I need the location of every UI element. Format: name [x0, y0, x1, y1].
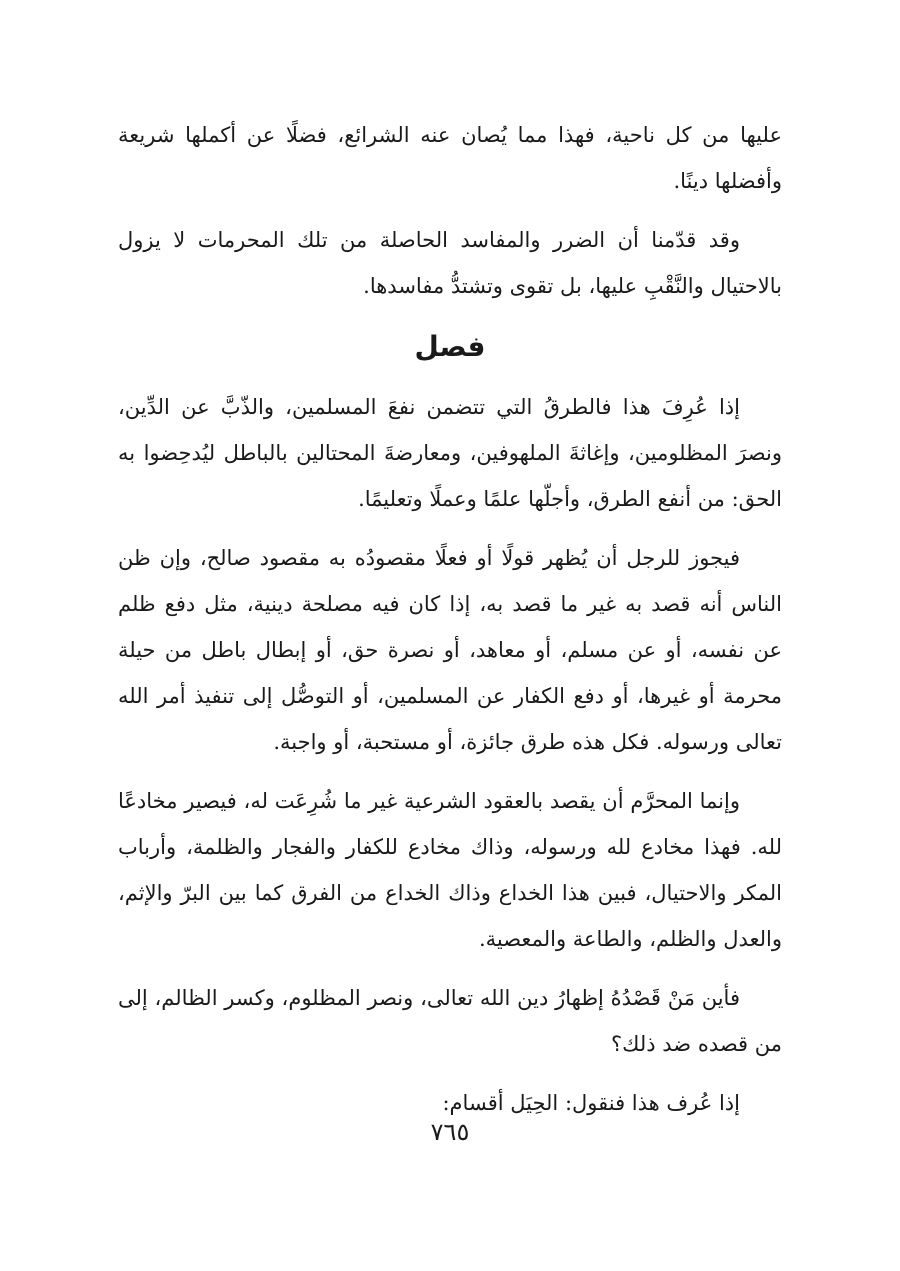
paragraph-types-of-tricks: إذا عُرف هذا فنقول: الحِيَل أقسام: — [442, 1091, 740, 1115]
paragraph-forbidden-deception: وإنما المحرَّم أن يقصد بالعقود الشرعية غير ما شُرِعَت له، فيصير مخادعًا لله. فهذا مخادع لله ورسوله، وذاك مخادع للكفار والفجار والظلمة، وأرباب المكر والاحتيال، فبين هذا الخداع وذاك الخداع من الفرق كما بين البرّ والإثم، والعدل والظلم، والطاعة والمعصية. — [118, 789, 782, 951]
page-number: ٧٦٥ — [430, 1118, 470, 1146]
section-heading: فصل — [414, 330, 486, 363]
paragraph-permissible-actions: فيجوز للرجل أن يُظهر قولًا أو فعلًا مقصودُه به مقصود صالح، وإن ظن الناس أنه قصد به غير ما قصد به، إذا كان فيه مصلحة دينية، مثل دفع ظلم عن نفسه، أو عن مسلم، أو معاهد، أو نصرة حق، أو إبطال باطل من حيلة محرمة أو غيرها، أو دفع الكفار عن المسلمين، أو التوصُّل إلى تنفيذ أمر الله تعالى ورسوله. فكل هذه طرق جائزة، أو مستحبة، أو واجبة. — [118, 546, 782, 754]
page-body — [118, 112, 782, 1139]
paragraph-continuation: عليها من كل ناحية، فهذا مما يُصان عنه الشرائع، فضلًا عن أكملها شريعة وأفضلها دينًا. — [118, 123, 782, 193]
paragraph-harm-not-removed: وقد قدّمنا أن الضرر والمفاسد الحاصلة من تلك المحرمات لا يزول بالاحتيال والنَّقْبِ عليها، بل تقوى وتشتدُّ مفاسدها. — [118, 228, 782, 298]
paragraph-rhetorical-question: فأين مَنْ قَصْدُهُ إظهارُ دين الله تعالى، ونصر المظلوم، وكسر الظالم، إلى من قصده ضد ذلك؟ — [118, 986, 782, 1056]
paragraph-beneficial-ways: إذا عُرِفَ هذا فالطرقُ التي تتضمن نفعَ المسلمين، والذّبَّ عن الدِّين، ونصرَ المظلومين، وإغاثةَ الملهوفين، ومعارضةَ المحتالين بالباطل ليُدحِضوا به الحق: من أنفع الطرق، وأجلّها علمًا وعملًا وتعليمًا. — [118, 395, 782, 511]
